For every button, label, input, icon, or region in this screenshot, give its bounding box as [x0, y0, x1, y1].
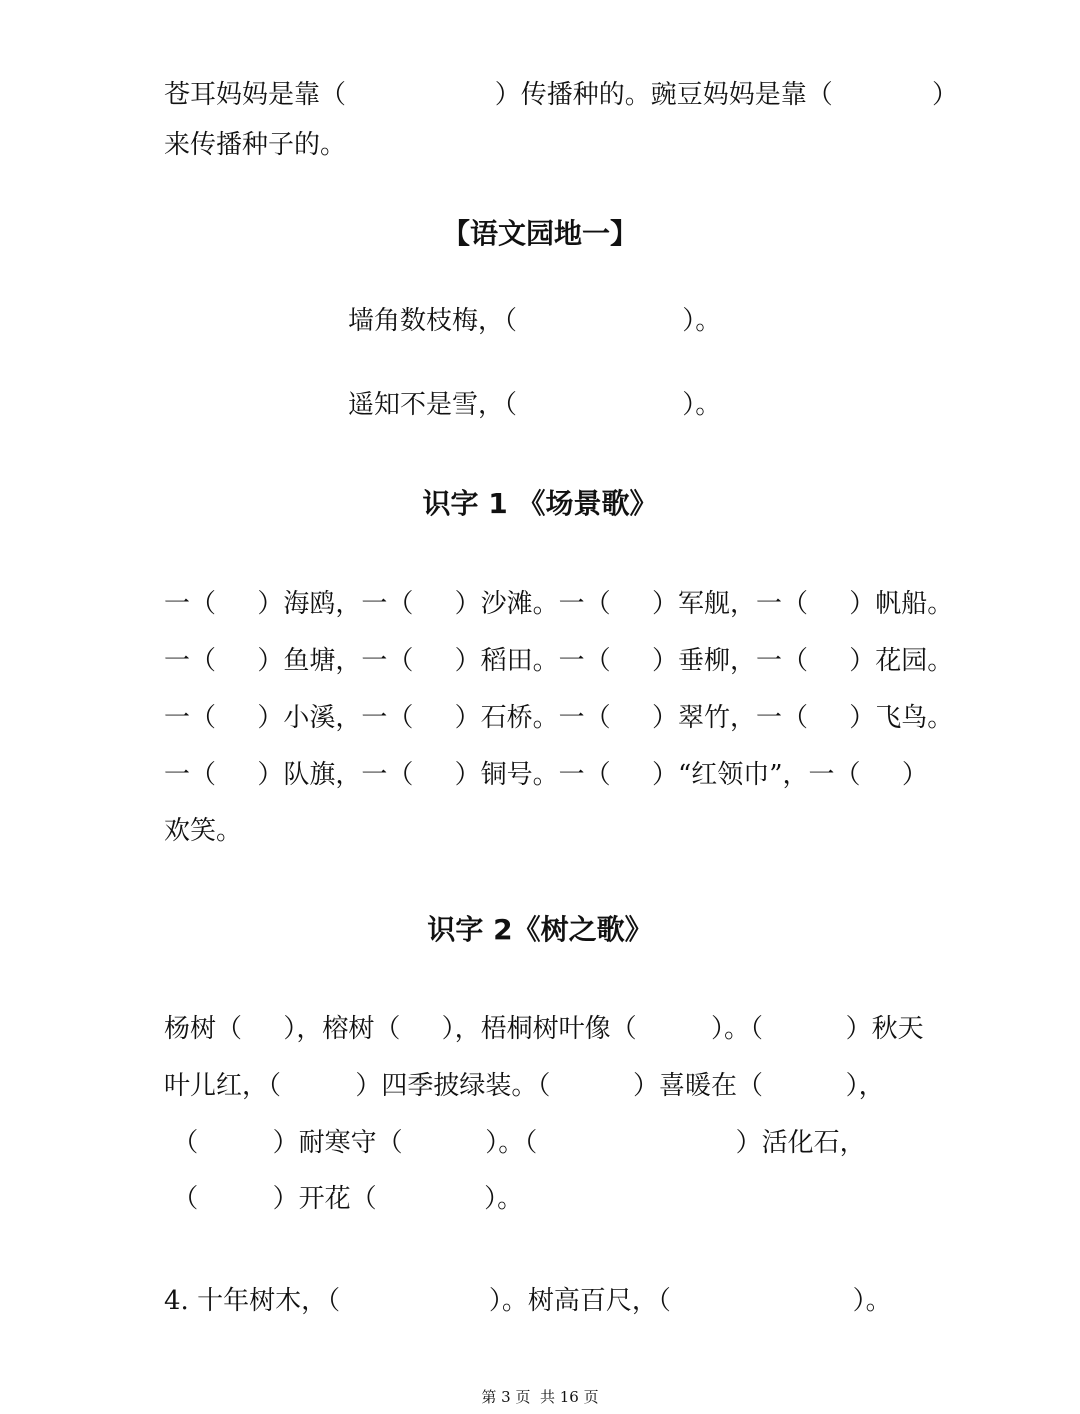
section-title-yuwen-yuandi: 【语文园地一】 [441, 217, 638, 250]
shuzhige-line-4: （ ）开花（ ）。 [164, 1184, 524, 1214]
changjingge-line-2: 一（ ）鱼塘，一（ ）稻田。一（ ）垂柳，一（ ）花园。 [164, 646, 954, 676]
changjingge-line-5: 欢笑。 [164, 816, 243, 846]
poem-line-1: 墙角数枝梅，（ ）。 [348, 306, 722, 336]
page-footer: 第 3 页 共 16 页 [481, 1388, 599, 1406]
shuzhige-line-2: 叶儿红，（ ）四季披绿装。（ ）喜暖在（ ）， [164, 1071, 885, 1101]
changjingge-line-4: 一（ ）队旗，一（ ）铜号。一（ ）“红领巾”，一（ ） [164, 760, 928, 790]
item-4-line: 4. 十年树木，（ ）。树高百尺，（ ）。 [164, 1286, 892, 1316]
intro-line-1: 苍耳妈妈是靠（ ）传播种的。豌豆妈妈是靠（ ） [164, 80, 958, 110]
section-title-shuzhige: 识字 2《树之歌》 [427, 913, 653, 946]
changjingge-line-1: 一（ ）海鸥，一（ ）沙滩。一（ ）军舰，一（ ）帆船。 [164, 589, 954, 619]
shuzhige-line-3: （ ）耐寒守（ ）。（ ）活化石， [164, 1128, 866, 1158]
changjingge-line-3: 一（ ）小溪，一（ ）石桥。一（ ）翠竹，一（ ）飞鸟。 [164, 703, 954, 733]
section-title-changjingge: 识字 1 《场景歌》 [422, 487, 658, 520]
poem-line-2: 遥知不是雪，（ ）。 [348, 390, 722, 420]
intro-line-2: 来传播种子的。 [164, 130, 347, 160]
shuzhige-line-1: 杨树（ ），榕树（ ），梧桐树叶像（ ）。（ ）秋天 [164, 1014, 924, 1044]
